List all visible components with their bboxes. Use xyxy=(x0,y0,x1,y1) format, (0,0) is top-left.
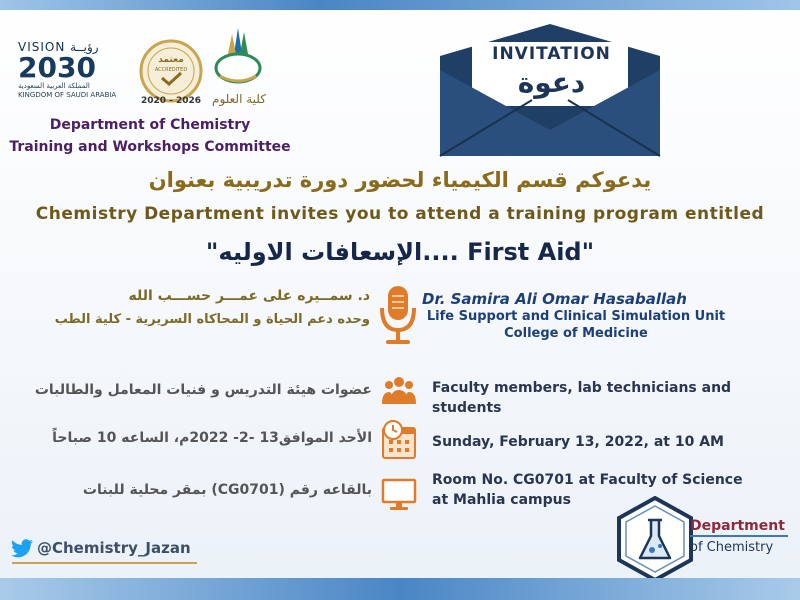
location-en: Room No. CG0701 at Faculty of Science at Mahlia campus xyxy=(432,472,743,508)
invite-arabic: يدعوكم قسم الكيمياء لحضور دورة تدريبية بعنوان xyxy=(148,168,652,192)
vision-sub-ar: المملكة العربية السعودية xyxy=(18,82,90,90)
accredited-en: ACCREDITED xyxy=(154,67,188,73)
speaker-unit-en-line2: College of Medicine xyxy=(504,326,648,341)
speaker-unit-en-line1: Life Support and Clinical Simulation Unit xyxy=(426,309,726,324)
vision-2030-logo xyxy=(18,40,133,104)
top-decor-bar xyxy=(0,0,800,10)
program-title-ar: "الإسعافات الاوليه.... xyxy=(205,238,459,266)
twitter-icon xyxy=(10,538,34,560)
chemistry-flask-hex-icon xyxy=(616,496,694,582)
badge-line1: Department xyxy=(690,518,788,537)
speaker-unit-ar: وحده دعم الحياة و المحاكاه السريرية - كلية الطب xyxy=(54,312,370,327)
department-badge xyxy=(690,518,788,555)
speaker-name-en: Dr. Samira Ali Omar Hasaballah xyxy=(422,290,687,308)
invite-english: Chemistry Department invites you to attend a training program entitled xyxy=(35,204,765,224)
date-en: Sunday, February 13, 2022, at 10 AM xyxy=(432,434,724,450)
department-line1: Department of Chemistry xyxy=(49,117,251,133)
accredited-ar: معتمد xyxy=(158,55,184,65)
department-title xyxy=(0,114,300,158)
footer-divider xyxy=(12,562,197,564)
invitation-label-ar: دعوة xyxy=(517,66,586,99)
program-title xyxy=(180,238,620,266)
twitter-handle: @Chemistry_Jazan xyxy=(37,539,191,557)
microphone-icon xyxy=(378,284,418,346)
college-of-science-label: كلية العلوم xyxy=(212,92,266,106)
vision-sub-en: KINGDOM OF SAUDI ARABIA xyxy=(18,91,117,99)
group-icon xyxy=(381,372,417,408)
monitor-icon xyxy=(381,476,417,512)
bottom-decor-bar xyxy=(0,578,800,600)
location-ar: بالقاعه رقم (CG0701) بمقر محلية للبنات xyxy=(82,482,372,498)
vision-line: VISION رؤيــة xyxy=(18,40,99,54)
badge-line2: of Chemistry xyxy=(690,540,774,555)
audience-ar: عضوات هيئة التدريس و فنيات المعامل والطالبات xyxy=(34,382,372,398)
speaker-name-ar: د. سمــيره على عمـــر حســـب الله xyxy=(128,288,370,304)
date-ar: الأحد الموافق13 -2- 2022م، الساعه 10 صباحاً xyxy=(52,430,372,446)
audience-en: Faculty members, lab technicians and students xyxy=(432,380,732,416)
calendar-clock-icon xyxy=(381,420,417,460)
accredited-years: 2020 - 2026 xyxy=(140,96,202,106)
vision-number: 2030 xyxy=(18,51,96,84)
invitation-label-en: INVITATION xyxy=(492,44,611,64)
speaker-unit-en xyxy=(426,308,726,342)
department-line2: Training and Workshops Committee xyxy=(9,139,291,155)
accredited-seal-icon xyxy=(138,38,204,104)
program-title-en: First Aid" xyxy=(467,238,595,266)
